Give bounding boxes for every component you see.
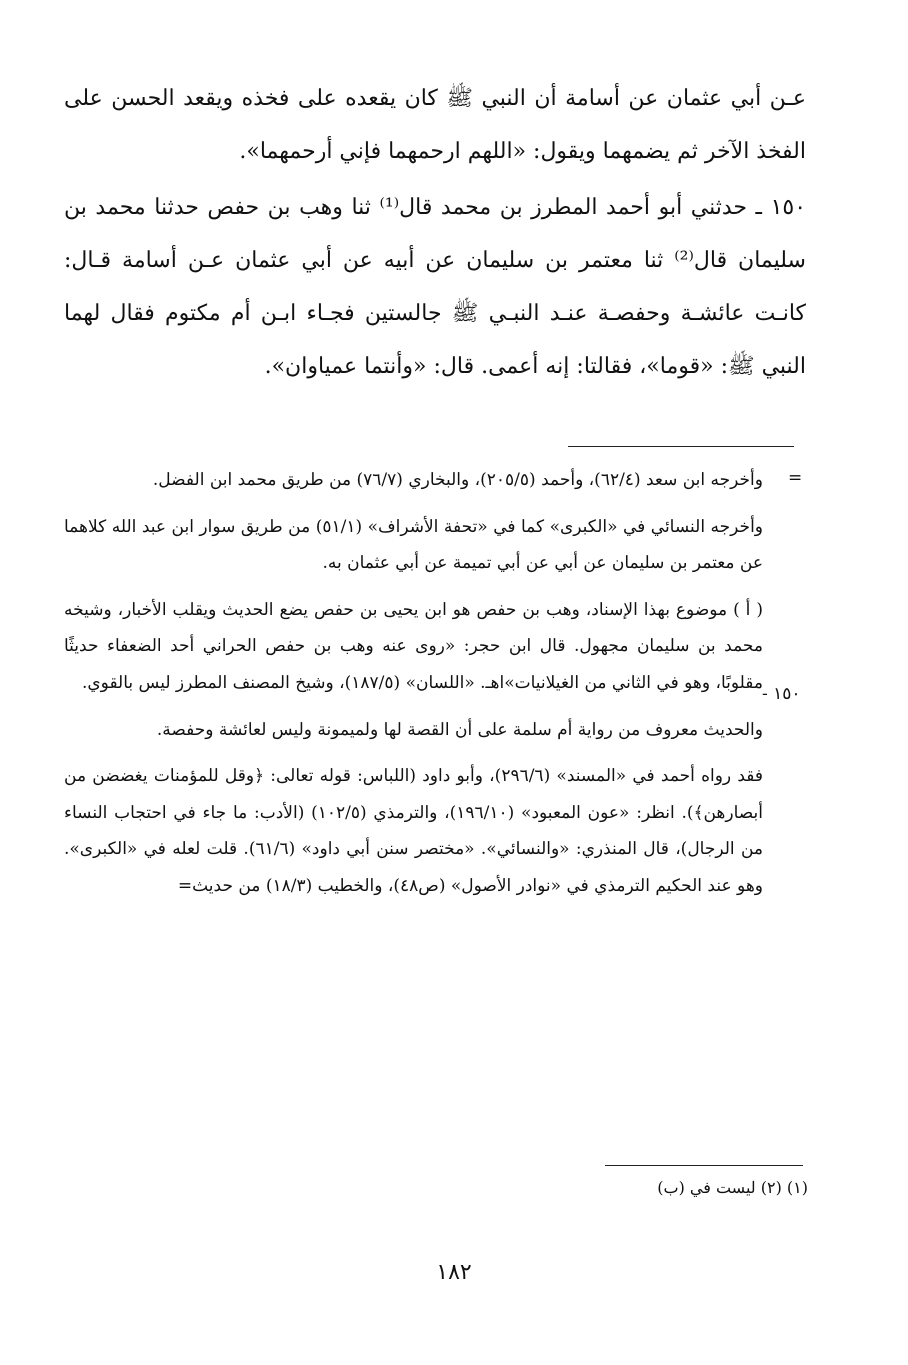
footnote: (١) (٢) ليست في (ب) [657,1178,808,1197]
commentary-notes [64,462,809,905]
page-number: ١٨٢ [436,1260,472,1285]
note-paragraph-4: والحديث معروف من رواية أم سلمة على أن القصة لها ولميمونة وليس لعائشة وحفصة. [156,719,763,740]
continuation-marker: = [788,468,803,488]
note-150-marker: ١٥٠ - [762,684,801,704]
main-paragraph-1: عـن أبي عثمان عن أسامة أن النبي ﷺ كان يقعده على فخذه ويقعد الحسن على الفخذ الآخر ثم يضمهما ويقول: «اللهم ارحمهما فإني أرحمهما». [64,86,806,164]
main-text-divider [568,446,794,447]
note-150-paragraph: ( أ ) موضوع بهذا الإسناد، وهب بن حفص هو ابن يحيى بن حفص يضع الحديث ويقلب الأخبار، وشيخه محمد بن سليمان مجهول. قال ابن حجر: «روى عنه وهب بن حفص الحراني أحد الضعفاء حديثًا مقلوبًا، وهو في الثاني من الغيلانيات»اهـ. «اللسان» (١٨٧/٥)، وشيخ المصنف المطرز ليس بالقوي. [64,599,763,693]
note-paragraph-1: وأخرجه ابن سعد (٦٢/٤)، وأحمد (٢٠٥/٥)، والبخاري (٧٦/٧) من طريق محمد ابن الفضل. [152,470,763,490]
note-paragraph-5: فقد رواه أحمد في «المسند» (٢٩٦/٦)، وأبو داود (اللباس: قوله تعالى: ﴿وقل للمؤمنات يغضضن من أبصارهن﴾). انظر: «عون المعبود» (١٩٦/١٠)، والترمذي (١٠٢/٥) (الأدب: ما جاء في احتجاب النساء من الرجال)، قال المنذري: «والنسائي». «مختصر سنن أبي داود» (٦١/٦). قلت لعله في «الكبرى». وهو عند الحكيم الترمذي في «نوادر الأصول» (ص٤٨)، والخطيب (١٨/٣) من حديث= [64,766,763,896]
footnote-divider [605,1165,803,1166]
note-paragraph-2: وأخرجه النسائي في «الكبرى» كما في «تحفة الأشراف» (٥١/١) من طريق سوار ابن عبد الله كلاهما عن معتمر بن سليمان عن أبي عن أبي تميمة عن أبي عثمان به. [64,516,763,574]
hadith-150-paragraph: ١٥٠ ـ حدثني أبو أحمد المطرز بن محمد قال⁽¹⁾ ثنا وهب بن حفص حدثنا محمد بن سليمان قال⁽²⁾ ثنا معتمر بن سليمان عن أبيه عن أبي عثمان عـن أسامة قـال: كانـت عائشـة وحفصـة عنـد النبـي ﷺ جالستين فجـاء ابـن أم مكتوم فقال لهما النبي ﷺ: «قوما»، فقالتا: إنه أعمى. قال: «وأنتما عمياوان». [64,195,807,379]
main-text [64,72,806,393]
